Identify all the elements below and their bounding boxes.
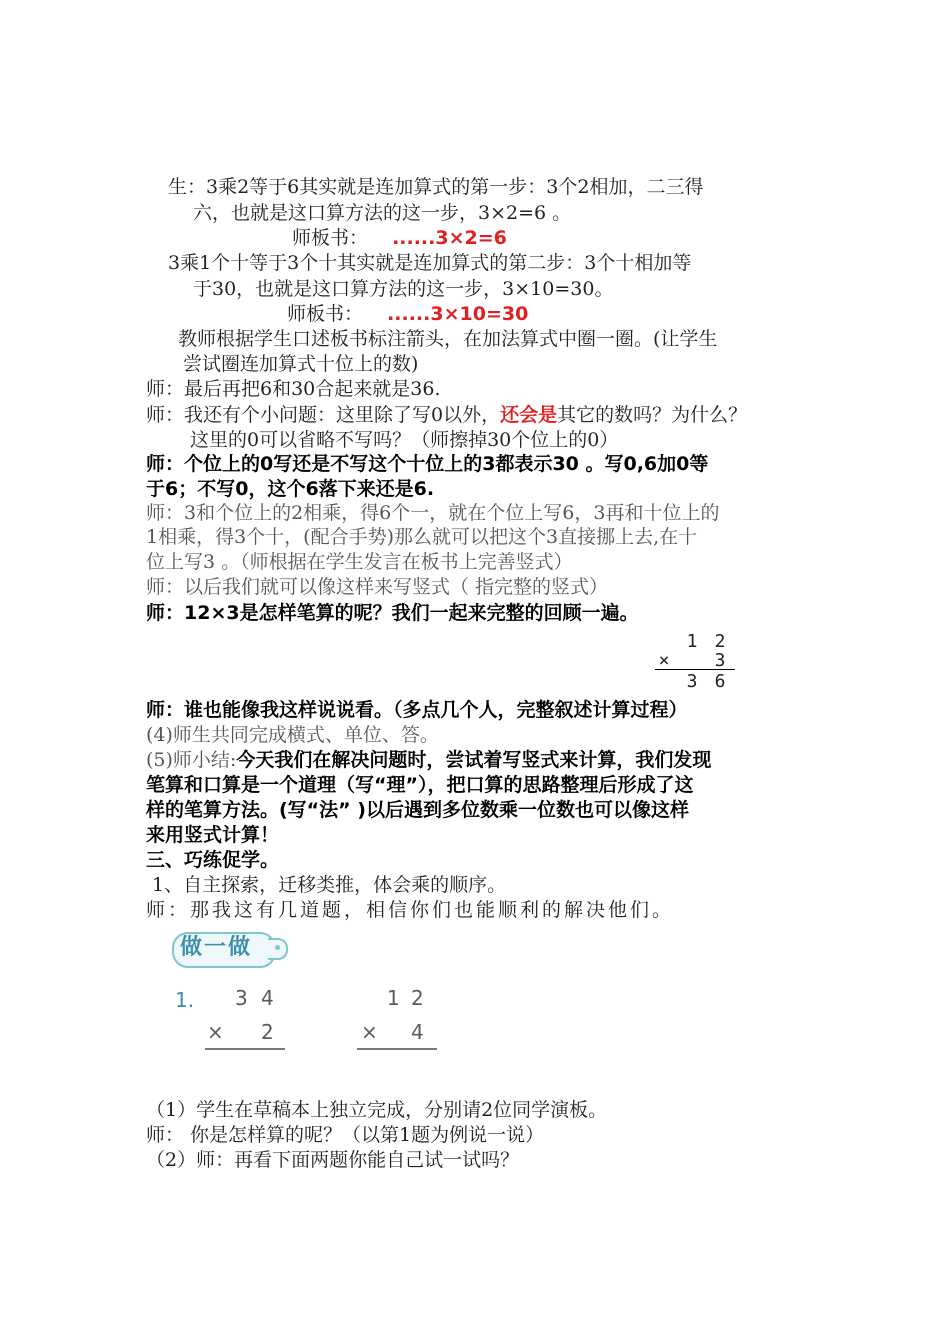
line-14: 师：3和个位上的2相乘，得6个一，就在个位上写6，3再和十位上的 [146, 502, 720, 524]
vert-top-digit: 2 [714, 631, 726, 652]
line-1: 生：3乘2等于6其实就是连加算式的第一步：3个2相加，二三得 [168, 176, 704, 198]
line-11: 这里的0可以省略不写吗？（师擦掉30个位上的0） [190, 429, 619, 451]
line-23: 样的笔算方法。(写“法” )以后遇到多位数乘一位数也可以像这样 [146, 799, 689, 821]
text-segment: (5)师小结: [146, 749, 237, 771]
text-segment: 师：我还有个小问题：这里除了写0以外， [146, 404, 501, 426]
ex-multiplier: 4 [411, 1020, 424, 1044]
vert-times-sign: × [658, 650, 670, 671]
vertical-multiplication [655, 632, 735, 691]
vert-rule [655, 669, 735, 670]
ex-rule [357, 1048, 437, 1050]
line-28: （1）学生在草稿本上独立完成，分别请2位同学演板。 [146, 1099, 608, 1121]
do-it-badge [172, 930, 292, 966]
line-24: 来用竖式计算！ [146, 824, 280, 846]
text-segment: 今天我们在解决问题时，尝试着写竖式来计算，我们发现 [236, 749, 712, 771]
vert-result-digit: 3 [686, 671, 698, 692]
line-9: 师：最后再把6和30合起来就是36. [146, 378, 441, 400]
ex-times-sign: × [361, 1020, 378, 1044]
board-label: 师板书： [287, 303, 364, 325]
line-18: 师：12×3是怎样笔算的呢？我们一起来完整的回顾一遍。 [146, 602, 639, 624]
ex-top-digit: 1 [387, 986, 400, 1010]
ex-top-digit: 4 [261, 986, 274, 1010]
line-15: 1相乘，得3个十，(配合手势)那么就可以把这个3直接挪上去,在十 [146, 526, 698, 548]
vert-result-digit: 6 [714, 671, 726, 692]
vert-multiplier: 3 [714, 650, 726, 671]
ex-top-digit: 3 [235, 986, 248, 1010]
highlight-text: 还会是 [500, 404, 558, 426]
line-17: 师：以后我们就可以像这样来写竖式（ 指完整的竖式） [146, 576, 609, 598]
line-22: 笔算和口算是一个道理（写“理”），把口算的思路整理后形成了这 [146, 774, 694, 796]
text-segment: 其它的数吗？为什么？ [557, 404, 748, 426]
line-25: 三、巧练促学。 [146, 849, 280, 871]
line-26: 1、自主探索，迁移类推，体会乘的顺序。 [152, 874, 507, 896]
line-3 [292, 225, 507, 251]
line-30: （2）师：再看下面两题你能自己试一试吗？ [146, 1149, 520, 1171]
line-4: 3乘1个十等于3个十其实就是连加算式的第二步：3个十相加等 [168, 252, 692, 274]
line-21 [146, 747, 711, 773]
line-6 [287, 301, 528, 327]
line-20: (4)师生共同完成横式、单位、答。 [146, 724, 439, 746]
badge-label: 做一做 [180, 935, 253, 960]
line-27: 师：那我这有几道题，相信你们也能顺利的解决他们。 [146, 899, 675, 921]
line-19: 师：谁也能像我这样说说看。（多点几个人，完整叙述计算过程） [146, 699, 688, 721]
board-label: 师板书： [292, 227, 369, 249]
badge-dot [275, 945, 280, 950]
line-5: 于30，也就是这口算方法的这一步，3×10=30。 [193, 278, 614, 300]
line-7: 教师根据学生口述板书标注箭头，在加法算式中圈一圈。(让学生 [178, 328, 718, 350]
ex-times-sign: × [207, 1020, 224, 1044]
line-13: 于6；不写0，这个6落下来还是6. [146, 478, 435, 500]
board-value: ......3×2=6 [392, 227, 507, 249]
line-10 [146, 402, 747, 428]
vert-top-digit: 1 [686, 631, 698, 652]
line-12: 师：个位上的0写还是不写这个十位上的3都表示30 。写0,6加0等 [146, 453, 709, 475]
board-value: ......3×10=30 [387, 303, 529, 325]
line-16: 位上写3 。（师根据在学生发言在板书上完善竖式） [146, 551, 573, 573]
ex-top-digit: 2 [411, 986, 424, 1010]
line-2: 六，也就是这口算方法的这一步，3×2=6 。 [193, 202, 572, 224]
ex-multiplier: 2 [261, 1020, 274, 1044]
ex-rule [205, 1048, 285, 1050]
exercise-number: 1. [175, 988, 195, 1012]
line-8: 尝试圈连加算式十位上的数) [183, 353, 419, 375]
line-29: 师： 你是怎样算的呢？（以第1题为例说一说） [146, 1124, 545, 1146]
